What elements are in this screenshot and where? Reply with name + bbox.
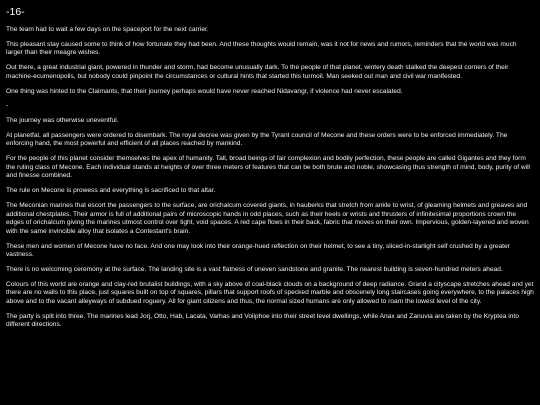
- chapter-heading: -16-: [6, 6, 25, 18]
- paragraph-3: Out there, a great industrial giant, powered in thunder and storm, had become unusually dark. To the people of that planet, wintery death stalked the deepest corners of their machine-ecumenopolis, but nobody could pinpoint the circumstances or cultural hints that started this turmoil. Man seeked out man and civil war manifested.: [6, 64, 509, 80]
- paragraph-11: There is no welcoming ceremony at the surface. The landing site is a vast flatness of uneven sandstone and granite. The nearest building is seven-hundred meters ahead.: [6, 265, 503, 273]
- paragraph-8: The rule on Mecone is prowess and everything is sacrificed to that altar.: [6, 187, 216, 195]
- paragraph-2: This pleasant stay caused some to think of how fortunate they had been. And these thoughts would remain, was it not for news and rumors, reminders that the world was much larger than their meagre wishes.: [6, 40, 517, 57]
- paragraph-4: One thing was hinted to the Claimants, that their journey perhaps would have never reached Nidavangr, if violence had never escalated.: [6, 87, 403, 95]
- paragraph-1: The team had to wait a few days on the spaceport for the next carrier.: [6, 26, 209, 33]
- paragraph-13: The party is split into three. The marines lead Jorj, Otto, Hab, Lacata, Varhas and Voliphoe into their street level dwellings, while Anax and Zanuvia are taken by the Kryptea into different directions.: [6, 312, 519, 329]
- paragraph-9: The Meconian marines that escort the passengers to the surface, are orichalcum covered giants, in hauberks that stretch from ankle to wrist, of gleaming helmets and greaves and additional chestplates. Their armor is full of additional pairs of microscopic hands in odd places, such as their heels or wrists and thrusters of infinitesimal proportions crown the edges of orichalcum giving the marines utmost control over tight, void spaces. A red cape flows in their back, fabric that moves on their own. Impervious, golden-layered and woven with the same invincible alloy that isolates a Contestant's brain.: [6, 202, 529, 235]
- paragraph-12: Colours of this world are orange and clay-red brutalist buildings, with a sky above of coal-black clouds on a background of deep radiance. Grand a cityscape stretches ahead and yet there are no walls to this place, just squares built on top of squares, pillars that support roofs of specked marble and obscenely long staircases going everywhere, to the palaces high above and to the vacant alleyways of subdued roguery. All for giant citizens and thus, the normal sized humans are only allowed to roam the lowest level of the city.: [6, 280, 534, 305]
- paragraph-5: The journey was otherwise uneventful.: [6, 117, 119, 125]
- document-page: [6, 6, 534, 336]
- paragraph-7: For the people of this planet consider themselves the apex of humanity. Tall, broad beings of fair complexion and bodily perfection, these people are called Gigantes and they form the ruling class of Mecone. Each individual stands at heights of over three meters of features that can be both brute and noble, showcasing thus strength of mind, body, purity of will and finesse combined.: [6, 155, 531, 180]
- section-separator: -: [6, 102, 9, 110]
- paragraph-6: At planetfal, all passengers were ordered to disembark. The royal decree was given by the Tyrant council of Mecone and these orders were to be enforced immediately. The enforcing hand, the most powerful and efficient of all places reached by mankind.: [6, 131, 508, 148]
- paragraph-10: These men and women of Mecone have no face. And one may look into their orange-hued reflection on their helmet, to see a tiny, sliced-in-starlight self crushed by a greater vastness.: [6, 242, 510, 259]
